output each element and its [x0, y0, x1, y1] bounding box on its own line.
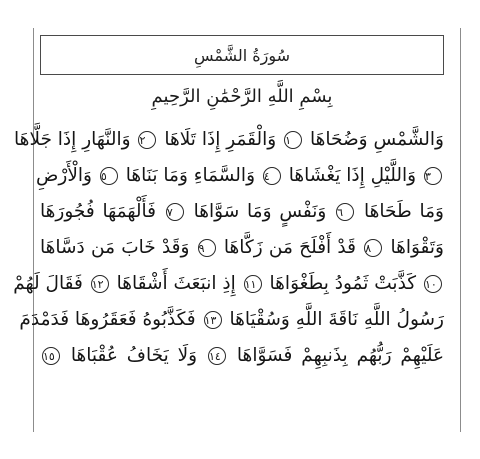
page-border-right	[460, 28, 461, 432]
verse-text: وَالنَّهَارِ إِذَا جَلَّاهَا	[14, 129, 131, 150]
verse-text: وَلَا يَخَافُ عُقْبَاهَا	[70, 345, 198, 366]
verse-text: وَاللَّيْلِ إِذَا يَغْشَاهَا	[288, 165, 417, 186]
verse-text: إِذِ انبَعَثَ أَشْقَاهَا	[116, 273, 236, 294]
verse-text: وَالشَّمْسِ وَضُحَاهَا	[310, 129, 444, 150]
basmala: بِسْمِ اللَّهِ الرَّحْمَٰنِ الرَّحِيمِ	[151, 86, 333, 107]
aya-number-marker: ٩	[198, 239, 216, 257]
verse-line-5	[13, 266, 444, 302]
aya-number-marker: ٣	[424, 167, 442, 185]
verse-text: وَمَا طَحَاهَا	[363, 201, 444, 222]
verse-text: فَأَلْهَمَهَا فُجُورَهَا	[40, 201, 156, 222]
verse-text: فَكَذَّبُوهُ فَعَقَرُوهَا فَدَمْدَمَ	[19, 309, 196, 330]
aya-number-marker: ٥	[100, 167, 118, 185]
verse-text: وَالْأَرْضِ	[36, 165, 92, 186]
aya-number-marker: ٤	[263, 167, 281, 185]
aya-number-marker: ٧	[166, 203, 184, 221]
aya-number-marker: ١٤	[208, 347, 226, 365]
surah-title-frame	[40, 35, 444, 75]
verse-text: وَالْقَمَرِ إِذَا تَلَاهَا	[164, 129, 277, 150]
verse-line-6	[19, 302, 444, 338]
verse-text: وَنَفْسٍ وَمَا سَوَّاهَا	[193, 201, 327, 222]
verse-text: وَقَدْ خَابَ مَن دَسَّاهَا	[40, 237, 190, 258]
verse-text: قَدْ أَفْلَحَ مَن زَكَّاهَا	[223, 237, 356, 258]
aya-number-marker: ٨	[364, 239, 382, 257]
aya-number-marker: ١١	[244, 275, 262, 293]
verse-text: وَالسَّمَاءِ وَمَا بَنَاهَا	[125, 165, 255, 186]
verse-line-4	[40, 230, 444, 266]
verse-line-1	[14, 122, 444, 158]
verse-line-7	[40, 338, 444, 374]
verse-text: فَقَالَ لَهُمْ	[13, 273, 83, 294]
verse-line-3	[40, 194, 444, 230]
surah-title: سُورَةُ الشَّمْسِ	[193, 45, 291, 65]
aya-number-marker: ١	[284, 131, 302, 149]
aya-number-marker: ٢	[138, 131, 156, 149]
aya-number-marker: ٦	[336, 203, 354, 221]
verse-text: وَتَقْوَاهَا	[390, 237, 444, 258]
verse-text: عَلَيْهِمْ رَبُّهُم بِذَنبِهِمْ فَسَوَّاهَا	[236, 345, 444, 366]
verse-line-2	[36, 158, 444, 194]
aya-number-marker: ١٢	[91, 275, 109, 293]
verse-text: كَذَّبَتْ ثَمُودُ بِطَغْوَاهَا	[269, 273, 417, 294]
page-border-left	[33, 28, 34, 432]
aya-number-marker: ١٥	[42, 347, 60, 365]
aya-number-marker: ١٠	[424, 275, 442, 293]
verse-text: رَسُولُ اللَّهِ نَاقَةَ اللَّهِ وَسُقْيَاهَا	[229, 309, 444, 330]
aya-number-marker: ١٣	[204, 311, 222, 329]
